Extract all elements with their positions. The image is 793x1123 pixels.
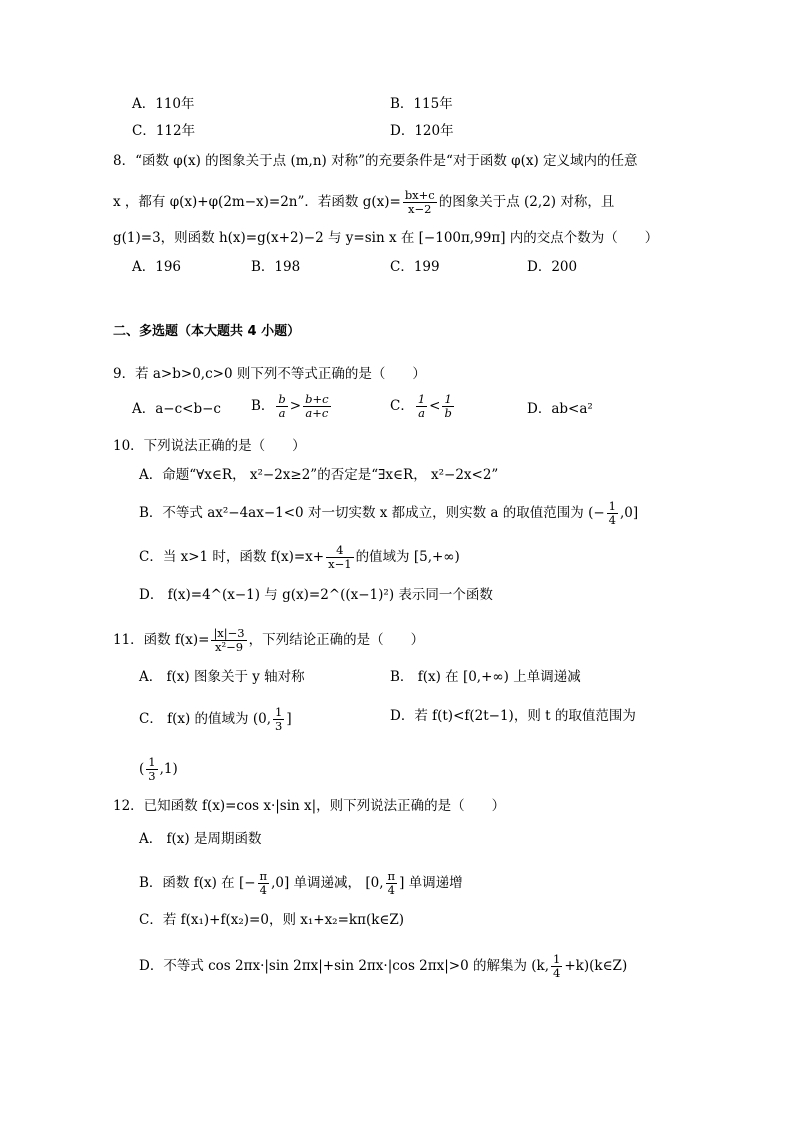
q8-fraction: $\frac{bx+c}{x-2}$ bbox=[404, 188, 435, 216]
q7-option-d: D．120年 bbox=[390, 123, 454, 139]
q12-option-c: C．若 f(x₁)+f(x₂)=0，则 x₁+x₂=kπ(k∈Z) bbox=[139, 912, 405, 928]
q9-option-a: A．a−c<b−c bbox=[132, 401, 221, 417]
q10-option-d: D． f(x)=4^(x−1) 与 g(x)=2^((x−1)²) 表示同一个函数 bbox=[139, 587, 493, 603]
q11-option-c: C． f(x) 的值域为 (0, $\frac{1}{3}$ ] bbox=[139, 705, 292, 733]
q11-option-b: B． f(x) 在 [0,+∞) 上单调递减 bbox=[390, 669, 581, 685]
q10-option-c: C．当 x>1 时，函数 f(x)=x+ $\frac{4}{x-1}$ 的值域为 [5,+∞) bbox=[139, 543, 460, 571]
q11-option-d: D．若 f(t)<f(2t−1)，则 t 的取值范围为 bbox=[390, 708, 636, 724]
q11-option-a: A． f(x) 图象关于 y 轴对称 bbox=[139, 669, 305, 685]
q11-stem: 11．函数 f(x)= $\frac{|x|-3}{\text{x²−9}}$ ，下列结论正确的是（ ） bbox=[113, 626, 425, 654]
q10-stem: 10．下列说法正确的是（ ） bbox=[113, 438, 306, 454]
q7-option-c: C．112年 bbox=[132, 123, 196, 139]
q8-stem-line1: 8．“函数 φ(x) 的图象关于点 (m,n) 对称”的充要条件是“对于函数 φ(x) 定义域内的任意 bbox=[113, 153, 638, 169]
q10-option-b: B．不等式 ax²−4ax−1<0 对一切实数 x 都成立，则实数 a 的取值范围为 (− $\frac{1}{4}$ ,0] bbox=[139, 499, 639, 527]
q8-option-c: C．199 bbox=[390, 259, 440, 275]
q8-option-b: B．198 bbox=[251, 259, 301, 275]
q11-option-d-range: ( $\frac{1}{3}$ ,1) bbox=[139, 755, 178, 783]
q8-option-d: D．200 bbox=[527, 259, 578, 275]
q12-stem: 12．已知函数 f(x)=cos x·|sin x|，则下列说法正确的是（ ） bbox=[113, 798, 506, 814]
q8-stem-line2: x ，都有 φ(x)+φ(2m−x)=2n”．若函数 g(x)= $\frac{bx+c}{x-2}$ 的图象关于点 (2,2) 对称，且 bbox=[113, 188, 615, 216]
q8-option-a: A．196 bbox=[132, 259, 182, 275]
q7-option-b: B．115年 bbox=[390, 96, 453, 112]
q9-option-b: B． $\frac{b}{a}$ > $\frac{b+c}{a+c}$ bbox=[251, 392, 329, 420]
section-heading: 二、多选题（本大题共 4 小题） bbox=[113, 324, 301, 339]
q12-option-d: D．不等式 cos 2πx·|sin 2πx|+sin 2πx·|cos 2πx|>0 的解集为 (k, $\frac{1}{4}$ +k)(k∈Z) bbox=[139, 952, 628, 980]
q9-option-c: C． $\frac{1}{a}$ < $\frac{1}{b}$ bbox=[390, 392, 452, 420]
q9-option-d: D．ab<a² bbox=[527, 401, 593, 417]
q10-option-a: A．命题“∀x∈R， x²−2x≥2”的否定是“∃x∈R， x²−2x<2” bbox=[139, 467, 499, 483]
q7-option-a: A．110年 bbox=[132, 96, 195, 112]
q12-option-b: B．函数 f(x) 在 [− $\frac{\pi}{4}$ ,0] 单调递减， [0, $\frac{\pi}{4}$ ] 单调递增 bbox=[139, 869, 463, 897]
q12-option-a: A． f(x) 是周期函数 bbox=[139, 831, 262, 847]
q9-stem: 9．若 a>b>0,c>0 则下列不等式正确的是（ ） bbox=[113, 366, 426, 382]
q8-stem-line3: g(1)=3，则函数 h(x)=g(x+2)−2 与 y=sin x 在 [−100π,99π] 内的交点个数为（ ） bbox=[113, 230, 659, 246]
